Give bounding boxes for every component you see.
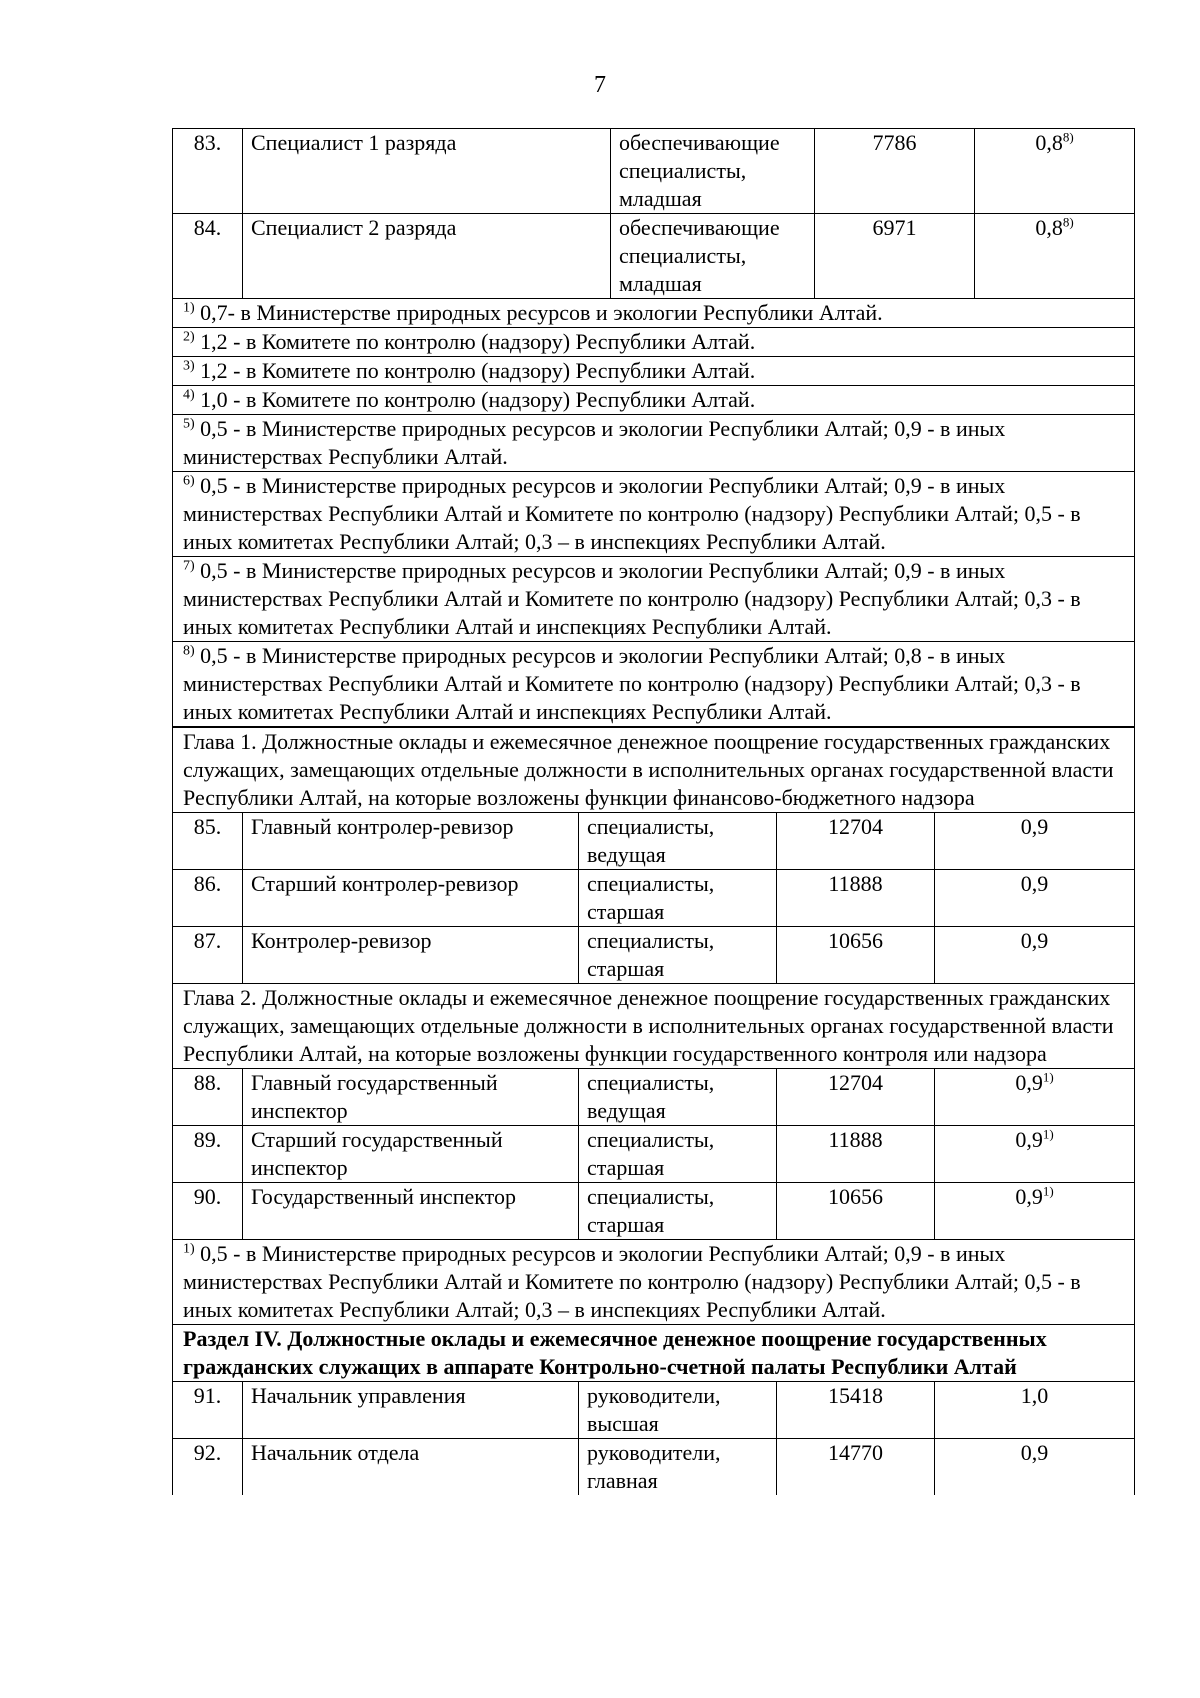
- row-number: 88.: [173, 1069, 243, 1126]
- footnote-row: [173, 415, 1135, 472]
- position-category: обеспечивающие специалисты, младшая: [611, 214, 815, 299]
- row-number: 85.: [173, 813, 243, 870]
- bonus-coefficient: 0,8$^{8)}$: [975, 214, 1135, 299]
- bonus-coefficient: 0,9$^{1)}$: [935, 1069, 1135, 1126]
- position-category: руководители, высшая: [579, 1382, 777, 1439]
- chapter-heading-row: [173, 728, 1135, 813]
- footnote-row: [173, 357, 1135, 386]
- position-name: Государственный инспектор: [243, 1183, 579, 1240]
- page-number: 7: [594, 72, 606, 98]
- row-number: 84.: [173, 214, 243, 299]
- position-name: Начальник управления: [243, 1382, 579, 1439]
- position-category: руководители, главная: [579, 1439, 777, 1496]
- bonus-coefficient: 0,9: [935, 1439, 1135, 1496]
- bonus-coefficient: 0,9: [935, 870, 1135, 927]
- footnote-row: [173, 642, 1135, 727]
- bonus-coefficient: 0,9$^{1)}$: [935, 1126, 1135, 1183]
- table-row: [173, 214, 1135, 299]
- salary-value: 11888: [777, 870, 935, 927]
- position-name: Контролер-ревизор: [243, 927, 579, 984]
- position-category: специалисты, ведущая: [579, 813, 777, 870]
- chapter-heading-row: [173, 984, 1135, 1069]
- salary-value: 7786: [815, 129, 975, 214]
- bonus-coefficient: 0,9: [935, 927, 1135, 984]
- position-name: Специалист 2 разряда: [243, 214, 611, 299]
- footnote: $^{3)}$ 1,2 - в Комитете по контролю (надзору) Республики Алтай.: [173, 357, 1135, 386]
- position-name: Главный контролер-ревизор: [243, 813, 579, 870]
- position-name: Старший контролер-ревизор: [243, 870, 579, 927]
- footnote: $^{8)}$ 0,5 - в Министерстве природных ресурсов и экологии Республики Алтай; 0,8 - в иных министерствах Республики Алтай и Комитете по контролю (надзору) Республики Алтай; 0,3 - в иных комитетах Республики Алтай и инспекциях Республики Алтай.: [173, 642, 1135, 727]
- bonus-coefficient: 0,8$^{8)}$: [975, 129, 1135, 214]
- table-row: [173, 1183, 1135, 1240]
- table-row: [173, 813, 1135, 870]
- salary-value: 10656: [777, 1183, 935, 1240]
- row-number: 83.: [173, 129, 243, 214]
- footnote: $^{5)}$ 0,5 - в Министерстве природных ресурсов и экологии Республики Алтай; 0,9 - в иных министерствах Республики Алтай.: [173, 415, 1135, 472]
- row-number: 89.: [173, 1126, 243, 1183]
- position-category: специалисты, старшая: [579, 870, 777, 927]
- footnote-row: [173, 557, 1135, 642]
- position-category: специалисты, старшая: [579, 1183, 777, 1240]
- salary-value: 12704: [777, 813, 935, 870]
- section-4-heading: Раздел IV. Должностные оклады и ежемесячное денежное поощрение государственных гражданских служащих в аппарате Контрольно-счетной палаты Республики Алтай: [173, 1325, 1135, 1382]
- table-row: [173, 870, 1135, 927]
- table-row: [173, 1126, 1135, 1183]
- position-category: специалисты, ведущая: [579, 1069, 777, 1126]
- table-row: [173, 1382, 1135, 1439]
- row-number: 90.: [173, 1183, 243, 1240]
- table-row: [173, 1439, 1135, 1496]
- footnote-ref: 8): [1062, 129, 1074, 145]
- footnote: $^{2)}$ 1,2 - в Комитете по контролю (надзору) Республики Алтай.: [173, 328, 1135, 357]
- position-name: Специалист 1 разряда: [243, 129, 611, 214]
- table-row: [173, 1069, 1135, 1126]
- table-part-2: [172, 727, 1135, 1495]
- chapter-2-heading: Глава 2. Должностные оклады и ежемесячное денежное поощрение государственных гражданских служащих, замещающих отдельные должности в исполнительных органах государственной власти Республики Алтай, на которые возложены функции государственного контроля или надзора: [173, 984, 1135, 1069]
- row-number: 87.: [173, 927, 243, 984]
- row-number: 91.: [173, 1382, 243, 1439]
- table-part-1: [172, 128, 1135, 727]
- position-name: Начальник отдела: [243, 1439, 579, 1496]
- footnote: $^{1)}$ 0,7- в Министерстве природных ресурсов и экологии Республики Алтай.: [173, 299, 1135, 328]
- bonus-coefficient: 0,9$^{1)}$: [935, 1183, 1135, 1240]
- section-heading-row: [173, 1325, 1135, 1382]
- bonus-coefficient: 1,0: [935, 1382, 1135, 1439]
- position-category: обеспечивающие специалисты, младшая: [611, 129, 815, 214]
- footnote-row: [173, 472, 1135, 557]
- position-name: Главный государственный инспектор: [243, 1069, 579, 1126]
- salary-value: 6971: [815, 214, 975, 299]
- footnote-ref: 1): [1042, 1126, 1054, 1142]
- footnote: $^{1)}$ 0,5 - в Министерстве природных ресурсов и экологии Республики Алтай; 0,9 - в иных министерствах Республики Алтай и Комитете по контролю (надзору) Республики Алтай; 0,5 - в иных комитетах Республики Алтай; 0,3 – в инспекциях Республики Алтай.: [173, 1240, 1135, 1325]
- salary-value: 11888: [777, 1126, 935, 1183]
- position-category: специалисты, старшая: [579, 927, 777, 984]
- footnote-row: [173, 299, 1135, 328]
- table-row: [173, 129, 1135, 214]
- footnote-row: [173, 328, 1135, 357]
- footnote: $^{4)}$ 1,0 - в Комитете по контролю (надзору) Республики Алтай.: [173, 386, 1135, 415]
- chapter-1-heading: Глава 1. Должностные оклады и ежемесячное денежное поощрение государственных гражданских служащих, замещающих отдельные должности в исполнительных органах государственной власти Республики Алтай, на которые возложены функции финансово-бюджетного надзора: [173, 728, 1135, 813]
- footnote-row: [173, 1240, 1135, 1325]
- bonus-coefficient: 0,9: [935, 813, 1135, 870]
- footnote-ref: 1): [1042, 1069, 1054, 1085]
- salary-value: 12704: [777, 1069, 935, 1126]
- footnote-ref: 8): [1062, 214, 1074, 230]
- footnote: $^{6)}$ 0,5 - в Министерстве природных ресурсов и экологии Республики Алтай; 0,9 - в иных министерствах Республики Алтай и Комитете по контролю (надзору) Республики Алтай; 0,5 - в иных комитетах Республики Алтай; 0,3 – в инспекциях Республики Алтай.: [173, 472, 1135, 557]
- row-number: 86.: [173, 870, 243, 927]
- position-category: специалисты, старшая: [579, 1126, 777, 1183]
- footnote: $^{7)}$ 0,5 - в Министерстве природных ресурсов и экологии Республики Алтай; 0,9 - в иных министерствах Республики Алтай и Комитете по контролю (надзору) Республики Алтай; 0,3 - в иных комитетах Республики Алтай и инспекциях Республики Алтай.: [173, 557, 1135, 642]
- row-number: 92.: [173, 1439, 243, 1496]
- footnote-row: [173, 386, 1135, 415]
- table-row: [173, 927, 1135, 984]
- salary-value: 14770: [777, 1439, 935, 1496]
- salary-value: 10656: [777, 927, 935, 984]
- position-name: Старший государственный инспектор: [243, 1126, 579, 1183]
- salary-value: 15418: [777, 1382, 935, 1439]
- footnote-ref: 1): [1042, 1183, 1054, 1199]
